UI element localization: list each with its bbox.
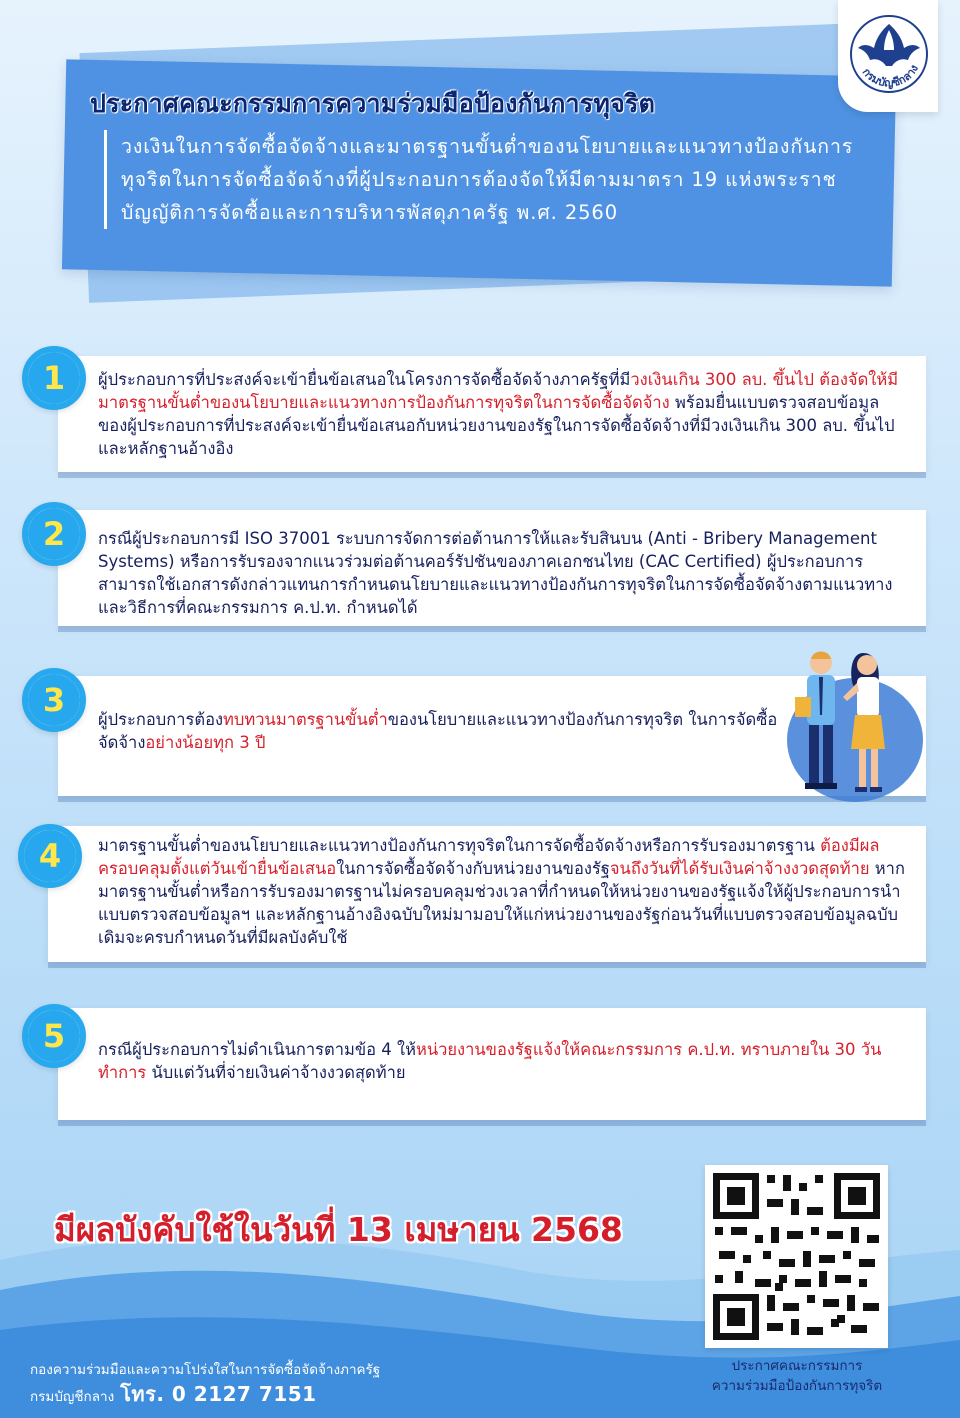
effective-date: มีผลบังคับใช้ในวันที่ 13 เมษายน 2568 <box>54 1210 623 1249</box>
logo-text: กรมบัญชีกลาง <box>859 62 922 90</box>
footer-org: กรมบัญชีกลาง <box>30 1389 115 1405</box>
logo <box>838 0 938 112</box>
item-number-4: 4 <box>18 824 82 888</box>
item-number-1: 1 <box>22 346 86 410</box>
qr-code[interactable] <box>705 1165 888 1348</box>
item-text-4: มาตรฐานขั้นต่ำของนโยบายและแนวทางป้องกันการทุจริตในการจัดซื้อจัดจ้างหรือการรับรองมาตรฐาน ต้องมีผลครอบคลุมตั้งแต่วันเข้ายื่นข้อเสนอในการจัดซื้อจัดจ้างกับหน่วยงานของรัฐจนถึงวันที่ได้รับเงินค่าจ้างงวดสุดท้าย หากมาตรฐานขั้นต่ำหรือการรับรองมาตรฐานไม่ครอบคลุมช่วงเวลาที่กำหนดให้หน่วยงานของรัฐแจ้งให้ผู้ประกอบการนำแบบตรวจสอบข้อมูลฯ และหลักฐานอ้างอิงฉบับใหม่มามอบให้แก่หน่วยงานของรัฐก่อนวันที่แบบตรวจสอบข้อมูลฉบับเดิมจะครบกำหนดวันที่มีผลบังคับใช้ <box>98 836 905 947</box>
item-text-2: กรณีผู้ประกอบการมี ISO 37001 ระบบการจัดการต่อต้านการให้และรับสินบน (Anti - Bribery Management Systems) หรือการรับรองจากแนวร่วมต่อต้านคอร์รัปชันของภาคเอกชนไทย (CAC Certified) ผู้ประกอบการสามารถใช้เอกสารดังกล่าวแทนการกำหนดนโยบายและแนวทางป้องกันการทุจริตในการจัดซื้อจัดจ้างตามแนวทางและวิธีการที่คณะกรรมการ ค.ป.ท. กำหนดได้ <box>98 529 893 617</box>
page-title: ประกาศคณะกรรมการความร่วมมือป้องกันการทุจริต <box>90 89 656 118</box>
item-number-3: 3 <box>22 668 86 732</box>
item-number-2: 2 <box>22 502 86 566</box>
item-text-3: ผู้ประกอบการต้องทบทวนมาตรฐานขั้นต่ำของนโยบายและแนวทางป้องกันการทุจริต ในการจัดซื้อจัดจ้างอย่างน้อยทุก 3 ปี <box>98 710 778 752</box>
footer-division: กองความร่วมมือและความโปร่งใสในการจัดซื้อจัดจ้างภาครัฐ <box>30 1362 381 1378</box>
item-text-5: กรณีผู้ประกอบการไม่ดำเนินการตามข้อ 4 ให้หน่วยงานของรัฐแจ้งให้คณะกรรมการ ค.ป.ท. ทราบภายใน 30 วันทำการ นับแต่วันที่จ่ายเงินค่าจ้างงวดสุดท้าย <box>98 1040 882 1082</box>
qr-caption: ประกาศคณะกรรมการ ความร่วมมือป้องกันการทุจริต <box>711 1358 883 1394</box>
item-text-1: ผู้ประกอบการที่ประสงค์จะเข้ายื่นข้อเสนอในโครงการจัดซื้อจัดจ้างภาครัฐที่มีวงเงินเกิน 300 ลบ. ขึ้นไป ต้องจัดให้มีมาตรฐานขั้นต่ำของนโยบายและแนวทางการป้องกันการทุจริตในการจัดซื้อจัดจ้าง พร้อมยื่นแบบตรวจสอบข้อมูลของผู้ประกอบการที่ประสงค์จะเข้ายื่นข้อเสนอกับหน่วยงานของรัฐในการจัดซื้อจัดจ้างที่มีวงเงินเกิน 300 ลบ. ขึ้นไปและหลักฐานอ้างอิง <box>98 370 899 458</box>
garuda-emblem-icon <box>846 10 932 102</box>
footer-contact <box>30 1378 317 1410</box>
item-number-5: 5 <box>22 1004 86 1068</box>
qr-code-icon <box>705 1165 888 1348</box>
business-people-illustration <box>775 645 925 805</box>
footer-phone[interactable]: โทร. 0 2127 7151 <box>120 1382 317 1406</box>
page-subtitle: วงเงินในการจัดซื้อจัดจ้างและมาตรฐานขั้นต่ำของนโยบายและแนวทางป้องกันการทุจริตในการจัดซื้อจัดจ้างที่ผู้ประกอบการต้องจัดให้มีตามมาตรา 19 แห่งพระราชบัญญัติการจัดซื้อและการบริหารพัสดุภาครัฐ พ.ศ. 2560 <box>104 130 891 229</box>
